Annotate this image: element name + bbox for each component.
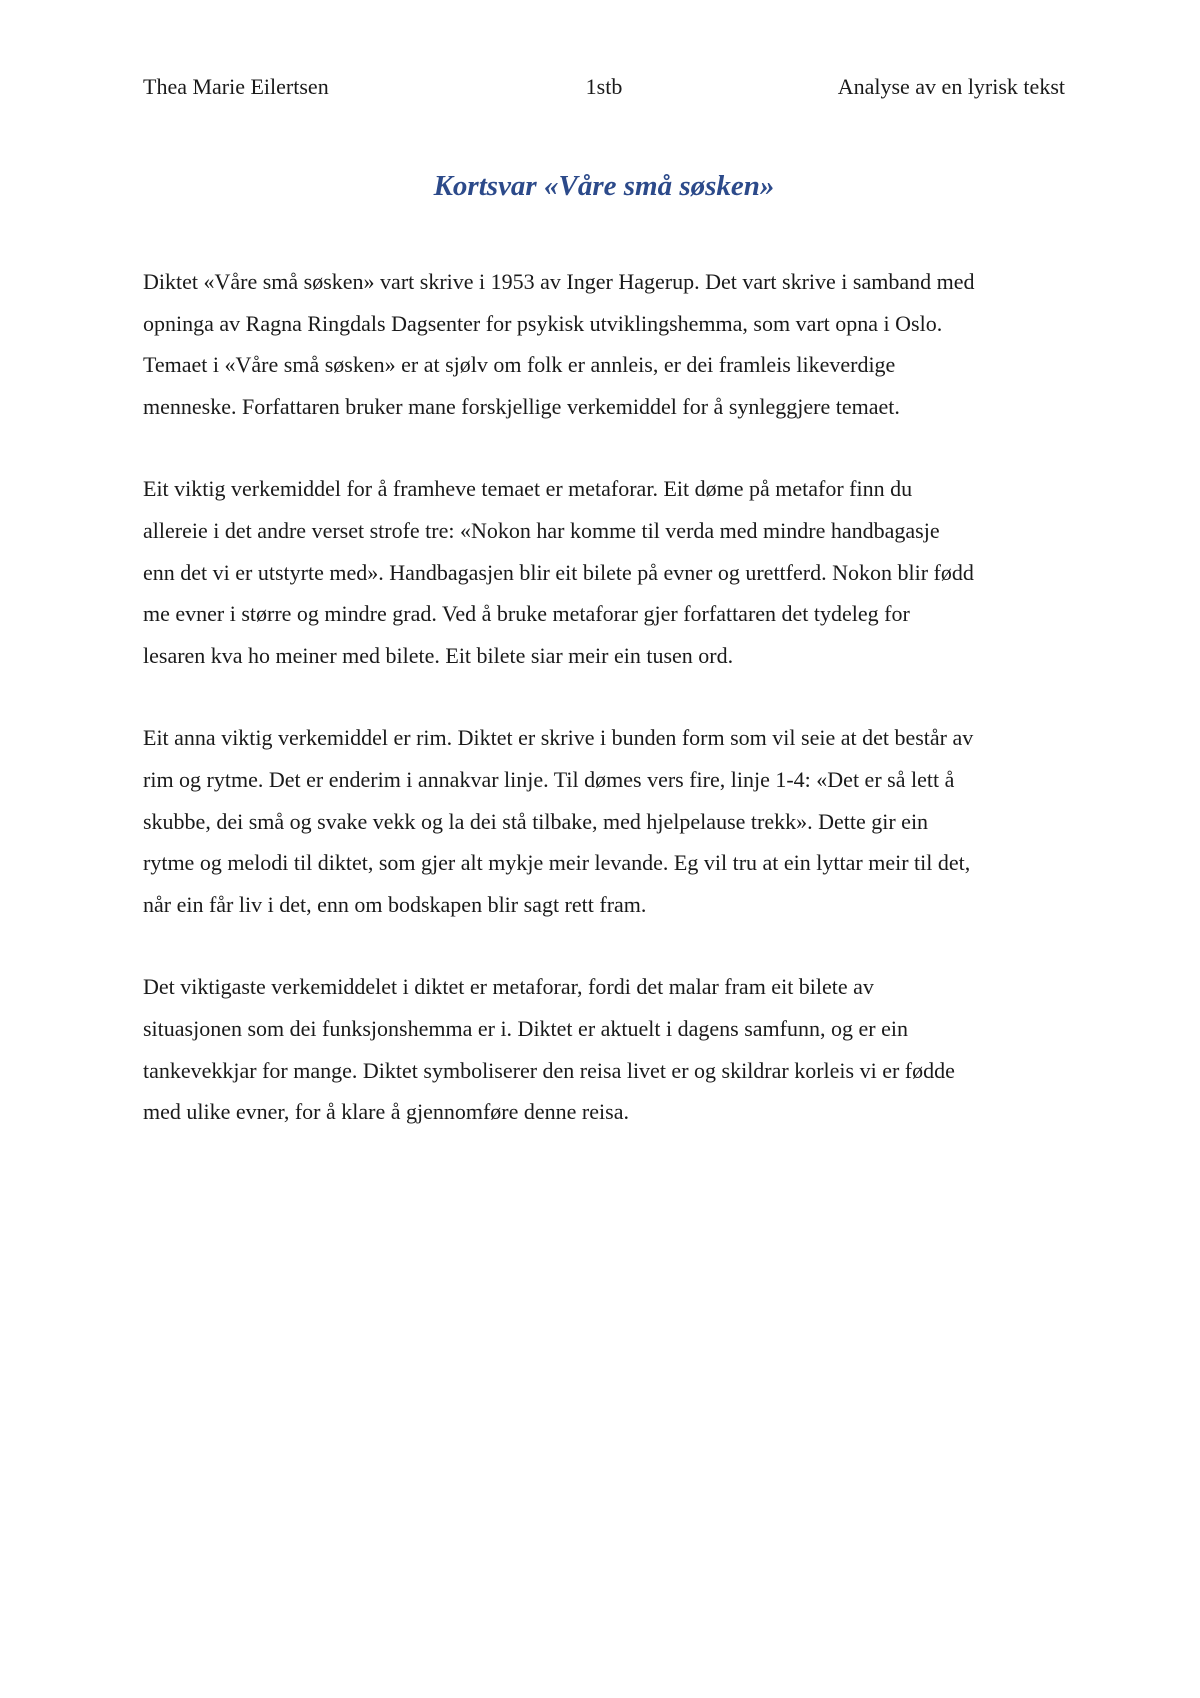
text-line: Eit anna viktig verkemiddel er rim. Diktet er skrive i bunden form som vil seie at det består av	[143, 725, 974, 751]
text-line: når ein får liv i det, enn om bodskapen blir sagt rett fram.	[143, 891, 647, 917]
text-line: opninga av Ragna Ringdals Dagsenter for psykisk utviklingshemma, som vart opna i Oslo.	[143, 310, 943, 336]
text-line: allereie i det andre verset strofe tre: «Nokon har komme til verda med mindre handbagasje	[143, 517, 940, 543]
document-title: Kortsvar «Våre små søsken»	[433, 170, 775, 202]
text-line: rytme og melodi til diktet, som gjer alt mykje meir levande. Eg vil tru at ein lyttar meir til det,	[143, 850, 971, 876]
paragraph-conclusion	[143, 966, 1065, 1132]
header-assignment: Analyse av en lyrisk tekst	[837, 74, 1065, 99]
text-line: me evner i større og mindre grad. Ved å bruke metaforar gjer forfattaren det tydeleg for	[143, 601, 910, 627]
text-line: menneske. Forfattaren bruker mane forskjellige verkemiddel for å synleggjere temaet.	[143, 393, 900, 419]
paragraph-rhyme	[143, 717, 1065, 925]
text-line: enn det vi er utstyrte med». Handbagasjen blir eit bilete på evner og urettferd. Nokon blir fødd	[143, 559, 974, 585]
text-line: situasjonen som dei funksjonshemma er i. Diktet er aktuelt i dagens samfunn, og er ein	[143, 1015, 908, 1041]
header-class: 1stb	[585, 74, 623, 99]
text-line: lesaren kva ho meiner med bilete. Eit bilete siar meir ein tusen ord.	[143, 642, 734, 668]
text-line: skubbe, dei små og svake vekk og la dei stå tilbake, med hjelpelause trekk». Dette gir ein	[143, 808, 929, 834]
text-line: Diktet «Våre små søsken» vart skrive i 1953 av Inger Hagerup. Det vart skrive i samband med	[143, 269, 975, 294]
page-header	[143, 72, 1065, 102]
text-line: med ulike evner, for å klare å gjennomføre denne reisa.	[143, 1099, 629, 1125]
text-line: Det viktigaste verkemiddelet i diktet er metaforar, fordi det malar fram eit bilete av	[143, 974, 874, 1000]
text-line: Eit viktig verkemiddel for å framheve temaet er metaforar. Eit døme på metafor finn du	[143, 476, 913, 502]
header-author: Thea Marie Eilertsen	[143, 74, 329, 99]
text-line: rim og rytme. Det er enderim i annakvar linje. Til dømes vers fire, linje 1-4: «Det er så lett å	[143, 766, 955, 792]
text-line: Temaet i «Våre små søsken» er at sjølv om folk er annleis, er dei framleis likeverdige	[143, 352, 896, 378]
paragraph-intro	[143, 261, 1065, 427]
document-body	[143, 261, 1065, 1174]
paragraph-metaphor	[143, 468, 1065, 676]
text-line: tankevekkjar for mange. Diktet symboliserer den reisa livet er og skildrar korleis vi er fødde	[143, 1057, 955, 1083]
